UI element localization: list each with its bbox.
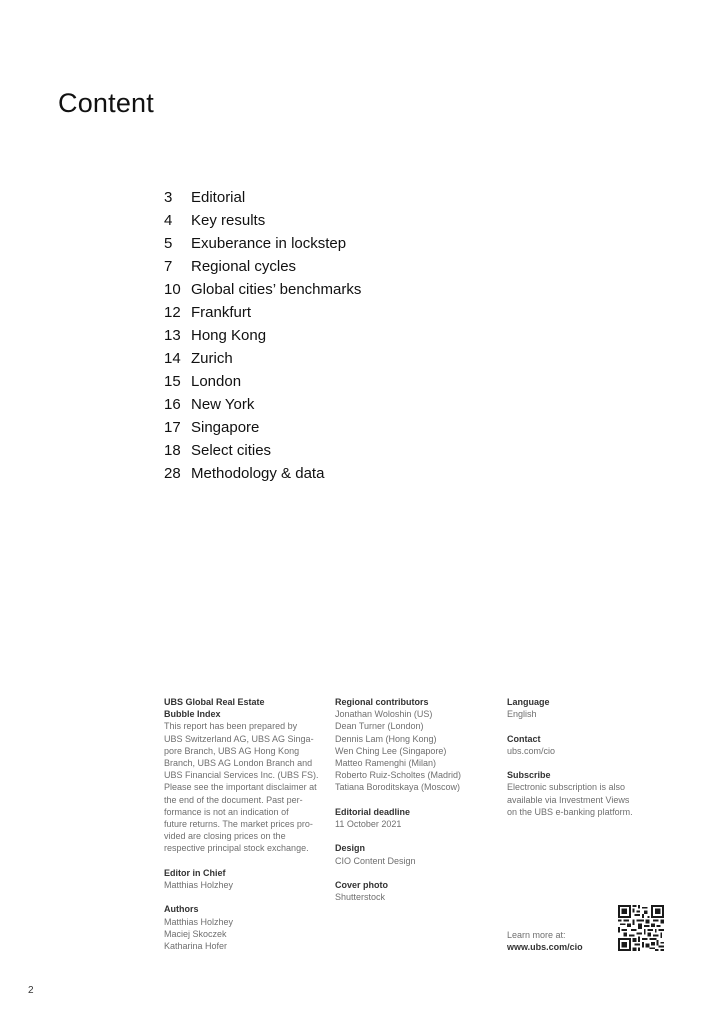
page-number: 2 <box>28 985 34 996</box>
language-block <box>507 696 657 720</box>
toc-item[interactable] <box>164 416 564 439</box>
subscribe-heading: Subscribe <box>507 770 551 781</box>
design-value: CIO Content Design <box>335 855 416 866</box>
contact-block <box>507 733 657 757</box>
toc-item[interactable] <box>164 324 564 347</box>
publication-description-line: respective principal stock exchange. <box>164 843 309 854</box>
toc-label: Singapore <box>191 419 260 436</box>
toc-label: London <box>191 373 242 390</box>
editor-in-chief-heading: Editor in Chief <box>164 867 226 878</box>
publication-description-line: Branch, UBS AG London Branch and <box>164 758 313 769</box>
editorial-deadline-heading: Editorial deadline <box>335 806 411 817</box>
toc-page-number: 5 <box>164 235 173 252</box>
publication-block <box>164 696 332 855</box>
toc-label: Key results <box>191 212 266 229</box>
toc-label: Zurich <box>191 350 233 367</box>
toc-page-number: 12 <box>164 304 181 321</box>
toc-item[interactable] <box>164 186 564 209</box>
publication-description-line: formance is not an indication of <box>164 806 289 817</box>
toc-label: Select cities <box>191 442 272 459</box>
design-block <box>335 842 503 866</box>
contributor-name: Jonathan Woloshin (US) <box>335 709 433 720</box>
toc-page-number: 16 <box>164 396 181 413</box>
publication-description-line: future returns. The market prices pro- <box>164 819 313 830</box>
subscribe-line: Electronic subscription is also <box>507 782 626 793</box>
editor-in-chief-block <box>164 867 332 891</box>
author-name: Maciej Skoczek <box>164 928 227 939</box>
toc-item[interactable] <box>164 301 564 324</box>
toc-item[interactable] <box>164 209 564 232</box>
contact-link[interactable]: ubs.com/cio <box>507 745 556 756</box>
toc-item[interactable] <box>164 255 564 278</box>
toc-label: Editorial <box>191 189 246 206</box>
authors-block <box>164 903 332 952</box>
learn-more <box>507 929 583 953</box>
toc-page-number: 18 <box>164 442 181 459</box>
toc-item[interactable] <box>164 462 564 485</box>
toc-item[interactable] <box>164 439 564 462</box>
editorial-deadline-block <box>335 806 503 830</box>
contributor-name: Wen Ching Lee (Singapore) <box>335 745 447 756</box>
toc-page-number: 28 <box>164 465 181 482</box>
toc-item[interactable] <box>164 370 564 393</box>
toc-page-number: 3 <box>164 189 173 206</box>
qr-code-icon[interactable] <box>618 905 664 951</box>
imprint-column-contact <box>507 696 657 830</box>
imprint-column-contributors <box>335 696 503 916</box>
publication-description-line: Please see the important disclaimer at <box>164 782 317 793</box>
table-of-contents <box>164 186 564 485</box>
cover-photo-value: Shutterstock <box>335 892 386 903</box>
publication-description-line: UBS Financial Services Inc. (UBS FS). <box>164 770 319 781</box>
subscribe-block <box>507 769 657 818</box>
toc-label: Hong Kong <box>191 327 267 344</box>
publication-name: Bubble Index <box>164 709 221 720</box>
publication-name: UBS Global Real Estate <box>164 697 265 707</box>
toc-page-number: 10 <box>164 281 181 298</box>
toc-label: Exuberance in lockstep <box>191 235 347 252</box>
toc-page-number: 14 <box>164 350 181 367</box>
toc-item[interactable] <box>164 278 564 301</box>
imprint-column-publication <box>164 696 332 964</box>
regional-contributors-heading: Regional contributors <box>335 697 429 707</box>
language-heading: Language <box>507 697 550 707</box>
toc-item[interactable] <box>164 232 564 255</box>
toc-label: New York <box>191 396 255 413</box>
regional-contributors-block <box>335 696 503 794</box>
contributor-name: Matteo Ramenghi (Milan) <box>335 758 437 769</box>
toc-page-number: 4 <box>164 212 173 229</box>
editor-in-chief-name: Matthias Holzhey <box>164 880 234 891</box>
contributor-name: Tatiana Boroditskaya (Moscow) <box>335 782 461 793</box>
publication-description-line: pore Branch, UBS AG Hong Kong <box>164 745 300 756</box>
publication-description-line: UBS Switzerland AG, UBS AG Singa- <box>164 733 314 744</box>
toc-item[interactable] <box>164 347 564 370</box>
contributor-name: Dennis Lam (Hong Kong) <box>335 733 437 744</box>
learn-more-label: Learn more at: <box>507 930 566 940</box>
cover-photo-block <box>335 879 503 903</box>
contact-heading: Contact <box>507 733 541 744</box>
design-heading: Design <box>335 843 366 854</box>
toc-page-number: 17 <box>164 419 181 436</box>
toc-label: Regional cycles <box>191 258 297 275</box>
subscribe-line: available via Investment Views <box>507 794 630 805</box>
editorial-deadline-value: 11 October 2021 <box>335 819 402 830</box>
toc-label: Global cities’ benchmarks <box>191 281 362 298</box>
language-value: English <box>507 709 537 720</box>
page-title: Content <box>58 88 154 118</box>
contributor-name: Roberto Ruiz-Scholtes (Madrid) <box>335 770 462 781</box>
authors-heading: Authors <box>164 904 199 915</box>
contributor-name: Dean Turner (London) <box>335 721 424 732</box>
toc-page-number: 15 <box>164 373 181 390</box>
learn-more-link[interactable]: www.ubs.com/cio <box>507 942 583 953</box>
toc-page-number: 7 <box>164 258 173 275</box>
subscribe-line: on the UBS e-banking platform. <box>507 806 633 817</box>
author-name: Katharina Hofer <box>164 941 228 952</box>
publication-description-line: vided are closing prices on the <box>164 831 286 842</box>
toc-label: Frankfurt <box>191 304 252 321</box>
author-name: Matthias Holzhey <box>164 916 234 927</box>
toc-page-number: 13 <box>164 327 181 344</box>
publication-description-line: This report has been prepared by <box>164 721 298 732</box>
toc-item[interactable] <box>164 393 564 416</box>
toc-label: Methodology & data <box>191 465 325 482</box>
publication-description-line: the end of the document. Past per- <box>164 794 303 805</box>
cover-photo-heading: Cover photo <box>335 880 388 890</box>
